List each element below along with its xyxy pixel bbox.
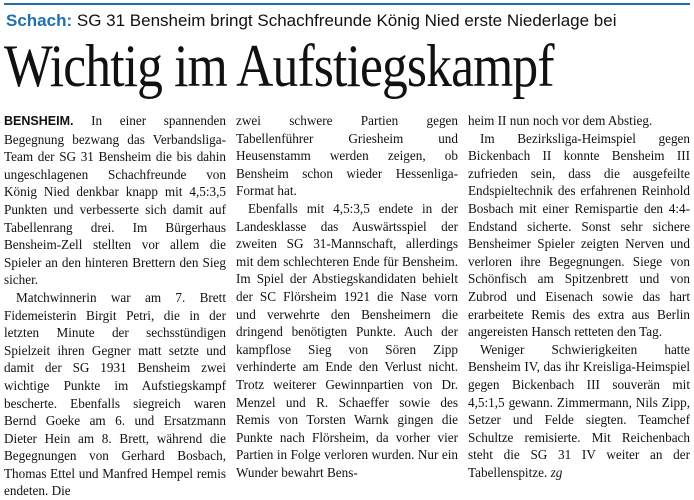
- kicker: [6, 11, 616, 31]
- kicker-label: Schach:: [6, 11, 73, 30]
- paragraph: [468, 341, 690, 482]
- paragraph: Matchwinnerin war am 7. Brett Fidemeisterin Birgit Petri, die in der letzten Minute der sechsstündigen Spielzeit ihren Gegner matt setzte und damit der SG 1931 Bensheim zwei wichtige Punkte im Aufstiegskampf bescherte. Ebenfalls siegreich waren Bernd Goeke am 6. und Ersatzmann Dieter Hein am 8. Brett, während die Begegnungen von Gerhard Bosbach, Thomas Ettel und Manfred Hempel remis endeten. Die: [4, 289, 226, 499]
- paragraph: zwei schwere Partien gegen Tabellenführer Griesheim und Heusenstamm werden zeigen, ob Bensheim schon wieder Hessenliga-Format hat.: [236, 113, 458, 199]
- paragraph-text: In einer spannenden Begegnung bezwang das Verbandsliga-Team der SG 31 Bensheim die bis dahin ungeschlagenen Schachfreunde von König Nied denkbar knapp mit 4,5:3,5 Punkten und verbesserte sich damit auf Tabellenrang drei. Im Bürgerhaus Bensheim-Zell stellten vor allem die Spieler an den hinteren Brettern den Sieg sicher.: [4, 113, 226, 288]
- paragraph: Ebenfalls mit 4,5:3,5 endete in der Landesklasse das Auswärtsspiel der zweiten SG 31-Mannschaft, allerdings mit dem schlechteren Ende für Bensheim. Im Spiel der Abstiegskandidaten behielt der SC Flörsheim 1921 die Nase vorn und verwehrte den Bensheimern die dringend benötigten Punkte. Auch der kampflose Sieg von Sören Zipp verhinderte am Ende den Verlust nicht. Trotz weiterer Gewinnpartien von Dr. Menzel und R. Schaeffer sowie des Remis von Torsten Warnk gingen die Punkte nach Flörsheim, da vorher vier Partien in Folge verloren wurden. Nur ein Wunder bewahrt Bens-: [236, 200, 458, 480]
- kicker-text: SG 31 Bensheim bringt Schachfreunde König Nied erste Niederlage bei: [76, 11, 617, 30]
- article-column-1: [4, 112, 226, 500]
- dateline: BENSHEIM.: [4, 114, 74, 128]
- author-initials: zg: [550, 464, 563, 480]
- paragraph: [4, 112, 226, 289]
- paragraph-text: Weniger Schwierigkeiten hatte Bensheim IV, das ihr Kreisliga-Heimspiel gegen Bickenbach III souverän mit 4,5:1,5 gewann. Zimmermann, Nils Zipp, Setzer und Felde siegten. Teamchef Schultze remisierte. Mit Reichenbach steht die SG 31 IV weiter an der Tabellenspitze.: [468, 341, 690, 480]
- paragraph: Im Bezirksliga-Heimspiel gegen Bickenbach II konnte Bensheim III zufrieden sein, dass die ausgefeilte Endspieltechnik des erfahrenen Reinhold Bosbach mit einer Remispartie den 4:4-Endstand sicherte. Sonst sehr sichere Bensheimer Spieler zeigten Nerven und verloren ihre Begegnungen. Siege von Schönfisch am Spitzenbrett und von Zubrod und Eisenach sowie das hart erarbeitete Remis des extra aus Berlin angereisten Hansch retteten den Tag.: [468, 130, 690, 340]
- article-column-3: [468, 112, 690, 481]
- paragraph: heim II nun noch vor dem Abstieg.: [468, 113, 653, 128]
- headline: Wichtig im Aufstiegskampf: [4, 33, 554, 99]
- article-column-2: [236, 112, 458, 481]
